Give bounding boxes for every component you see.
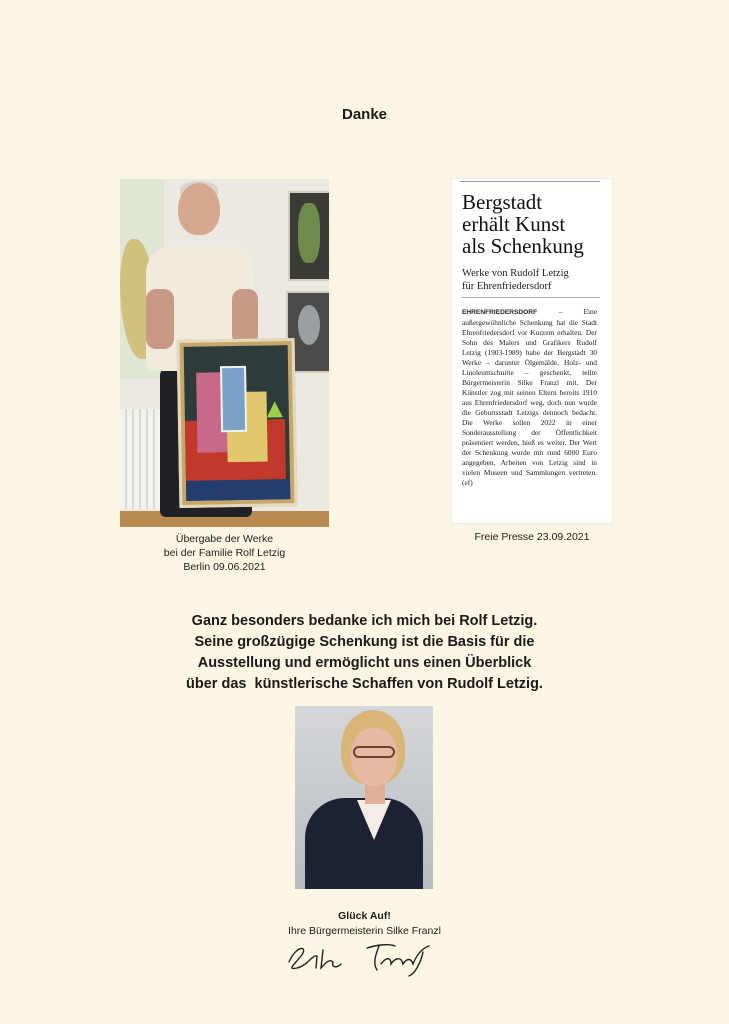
clipping-subheadline-line: für Ehrenfriedersdorf [462,281,552,292]
photo-caption-line: Übergabe der Werke [175,533,274,545]
clipping-body-text: – Eine außergewöhnliche Schenkung hat die Stadt Ehrenfriedersdorf vor Kurzem erhalten. Der Sohn des Malers und Grafikers Rudolf Letzig (1903-1989) habe der Bergstadt 30 Werke – darunter Ölgemälde, Holz- und Linoleumschnitte – geschenkt, teilte Bürgermeisterin Silke Franzl mit. Der Künstler zog mit seinen Eltern bereits 1910 aus Ehrenfriedersdorf weg, doch nun wurde die Geburtsstadt Letzigs dennoch bedacht. Die Werke sollen 2022 in einer Sonderausstellung der Öffentlichkeit präsentiert werden, hieß es weiter. Der Wert der Schenkung wurde mit rund 6000 Euro angegeben. Arbeiten von Letzig sind in vielen Museen und Sammlungen vertreten. (ef) [462,307,597,487]
thanks-line: über das künstlerische Schaffen von Rudolf Letzig. [186,676,543,692]
clipping-caption: Freie Presse 23.09.2021 [474,531,590,543]
clipping-dateline: EHRENFRIEDERSDORF [462,309,538,316]
painting [177,338,298,508]
signoff-name: Ihre Bürgermeisterin Silke Franzl [288,925,441,937]
mayor-portrait [295,706,433,889]
clipping-subheadline-line: Werke von Rudolf Letzig [462,268,569,279]
clipping-body [462,307,597,488]
thanks-line: Ausstellung und ermöglicht uns einen Überblick [197,655,532,671]
photo-caption [120,532,329,574]
thanks-message [0,611,729,695]
handover-photo [120,179,329,527]
photo-caption-line: Berlin 09.06.2021 [183,561,266,573]
photo-caption-line: bei der Familie Rolf Letzig [163,547,286,559]
newspaper-clipping [452,179,612,523]
clipping-headline-line: erhält Kunst [462,212,566,236]
clipping-headline [462,191,608,257]
clipping-subheadline [462,267,608,293]
thanks-line: Seine großzügige Schenkung ist die Basis für die [194,634,535,650]
handwritten-signature [283,934,443,978]
thanks-line: Ganz besonders bedanke ich mich bei Rolf Letzig. [191,613,538,629]
page-title: Danke [341,106,388,123]
signoff-greeting: Glück Auf! [338,910,391,922]
clipping-headline-line: Bergstadt [462,190,543,214]
clipping-headline-line: als Schenkung [462,234,584,258]
